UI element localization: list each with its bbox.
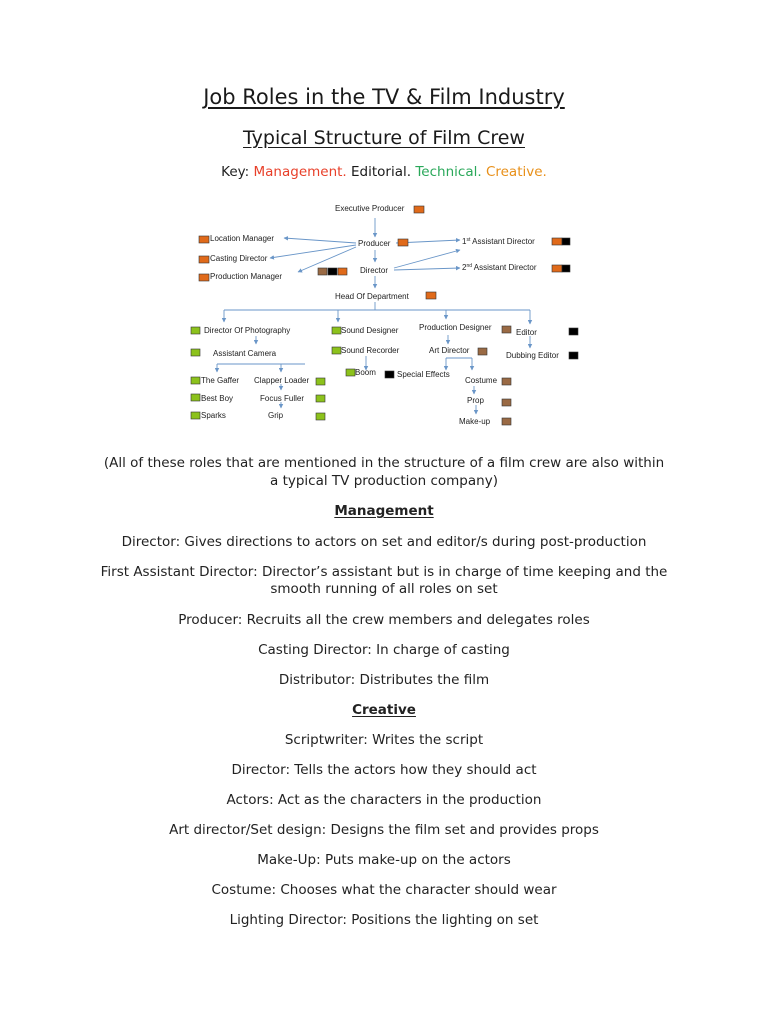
node-art-director: Art Director [429,346,470,355]
node-production-designer: Production Designer [419,323,492,332]
management-heading: Management [334,503,434,519]
creative-item: Costume: Chooses what the character should wear [211,882,557,898]
marker-editorial [569,352,578,359]
node-costume: Costume [465,376,498,385]
node-assistant-camera: Assistant Camera [213,349,277,358]
marker-management [414,206,424,213]
marker-creative [502,326,511,333]
marker-management [199,274,209,281]
node-sound-recorder: Sound Recorder [341,346,400,355]
node-second-assistant-director: 2nd Assistant Director [462,263,537,272]
creative-item: Art director/Set design: Designs the film set and provides props [169,822,599,838]
marker-management [552,265,562,272]
node-sound-designer: Sound Designer [341,326,399,335]
node-prop: Prop [467,396,484,405]
marker-technical [332,347,341,354]
page-title: Job Roles in the TV & Film Industry [203,85,565,109]
marker-technical [346,369,355,376]
marker-technical [191,412,200,419]
node-editor: Editor [516,328,537,337]
node-focus-fuller: Focus Fuller [260,394,305,403]
node-clapper-loader: Clapper Loader [254,376,310,385]
page-subtitle: Typical Structure of Film Crew [243,127,525,149]
marker-editorial [562,265,570,272]
marker-management [398,239,408,246]
marker-creative [318,268,327,275]
marker-management [338,268,347,275]
marker-editorial [562,238,570,245]
management-item: First Assistant Director: Director’s assistant but is in charge of time keeping and the smooth running of all roles on set [100,564,668,597]
management-item: Producer: Recruits all the crew members and delegates roles [178,612,590,628]
marker-management [552,238,562,245]
key-prefix: Key: [221,164,254,180]
node-executive-producer: Executive Producer [335,204,405,213]
marker-technical [191,349,200,356]
marker-technical [332,327,341,334]
node-best-boy: Best Boy [201,394,234,403]
marker-management [426,292,436,299]
node-director: Director [360,266,389,275]
node-sparks: Sparks [201,411,226,420]
key-technical: Technical. [415,164,482,180]
creative-item: Actors: Act as the characters in the production [226,792,542,808]
marker-creative [502,378,511,385]
node-director-of-photography: Director Of Photography [204,326,291,335]
creative-heading: Creative [352,702,416,718]
node-dubbing-editor: Dubbing Editor [506,351,559,360]
marker-management [199,236,209,243]
marker-editorial [385,371,394,378]
node-special-effects: Special Effects [397,370,450,379]
node-boom: Boom [355,368,376,377]
marker-creative [502,399,511,406]
node-casting-director: Casting Director [210,254,268,263]
marker-technical [191,394,200,401]
creative-item: Director: Tells the actors how they should act [231,762,537,778]
management-item: Distributor: Distributes the film [278,672,490,688]
marker-creative [478,348,487,355]
creative-item: Lighting Director: Positions the lighting on set [229,912,539,928]
marker-technical [316,378,325,385]
tv-note: (All of these roles that are mentioned in the structure of a film crew are also within a typical TV production company) [103,455,665,489]
node-first-assistant-director: 1st Assistant Director [462,237,535,246]
marker-technical [316,395,325,402]
node-production-manager: Production Manager [210,272,283,281]
node-location-manager: Location Manager [210,234,275,243]
node-the-gaffer: The Gaffer [201,376,240,385]
film-crew-diagram [186,198,586,438]
key-management: Management. [253,164,347,180]
creative-item: Scriptwriter: Writes the script [284,732,484,748]
color-key [0,164,768,180]
marker-management [199,256,209,263]
marker-technical [191,327,200,334]
creative-item: Make-Up: Puts make-up on the actors [257,852,511,868]
management-item: Casting Director: In charge of casting [258,642,510,658]
node-grip: Grip [268,411,284,420]
marker-editorial [328,268,337,275]
node-make-up: Make-up [459,417,491,426]
marker-editorial [569,328,578,335]
node-head-of-department: Head Of Department [335,292,409,301]
marker-creative [502,418,511,425]
key-creative: Creative. [485,164,547,180]
marker-technical [191,377,200,384]
marker-technical [316,413,325,420]
node-producer: Producer [358,239,391,248]
management-item: Director: Gives directions to actors on set and editor/s during post-production [121,534,647,550]
key-editorial: Editorial. [351,164,412,180]
